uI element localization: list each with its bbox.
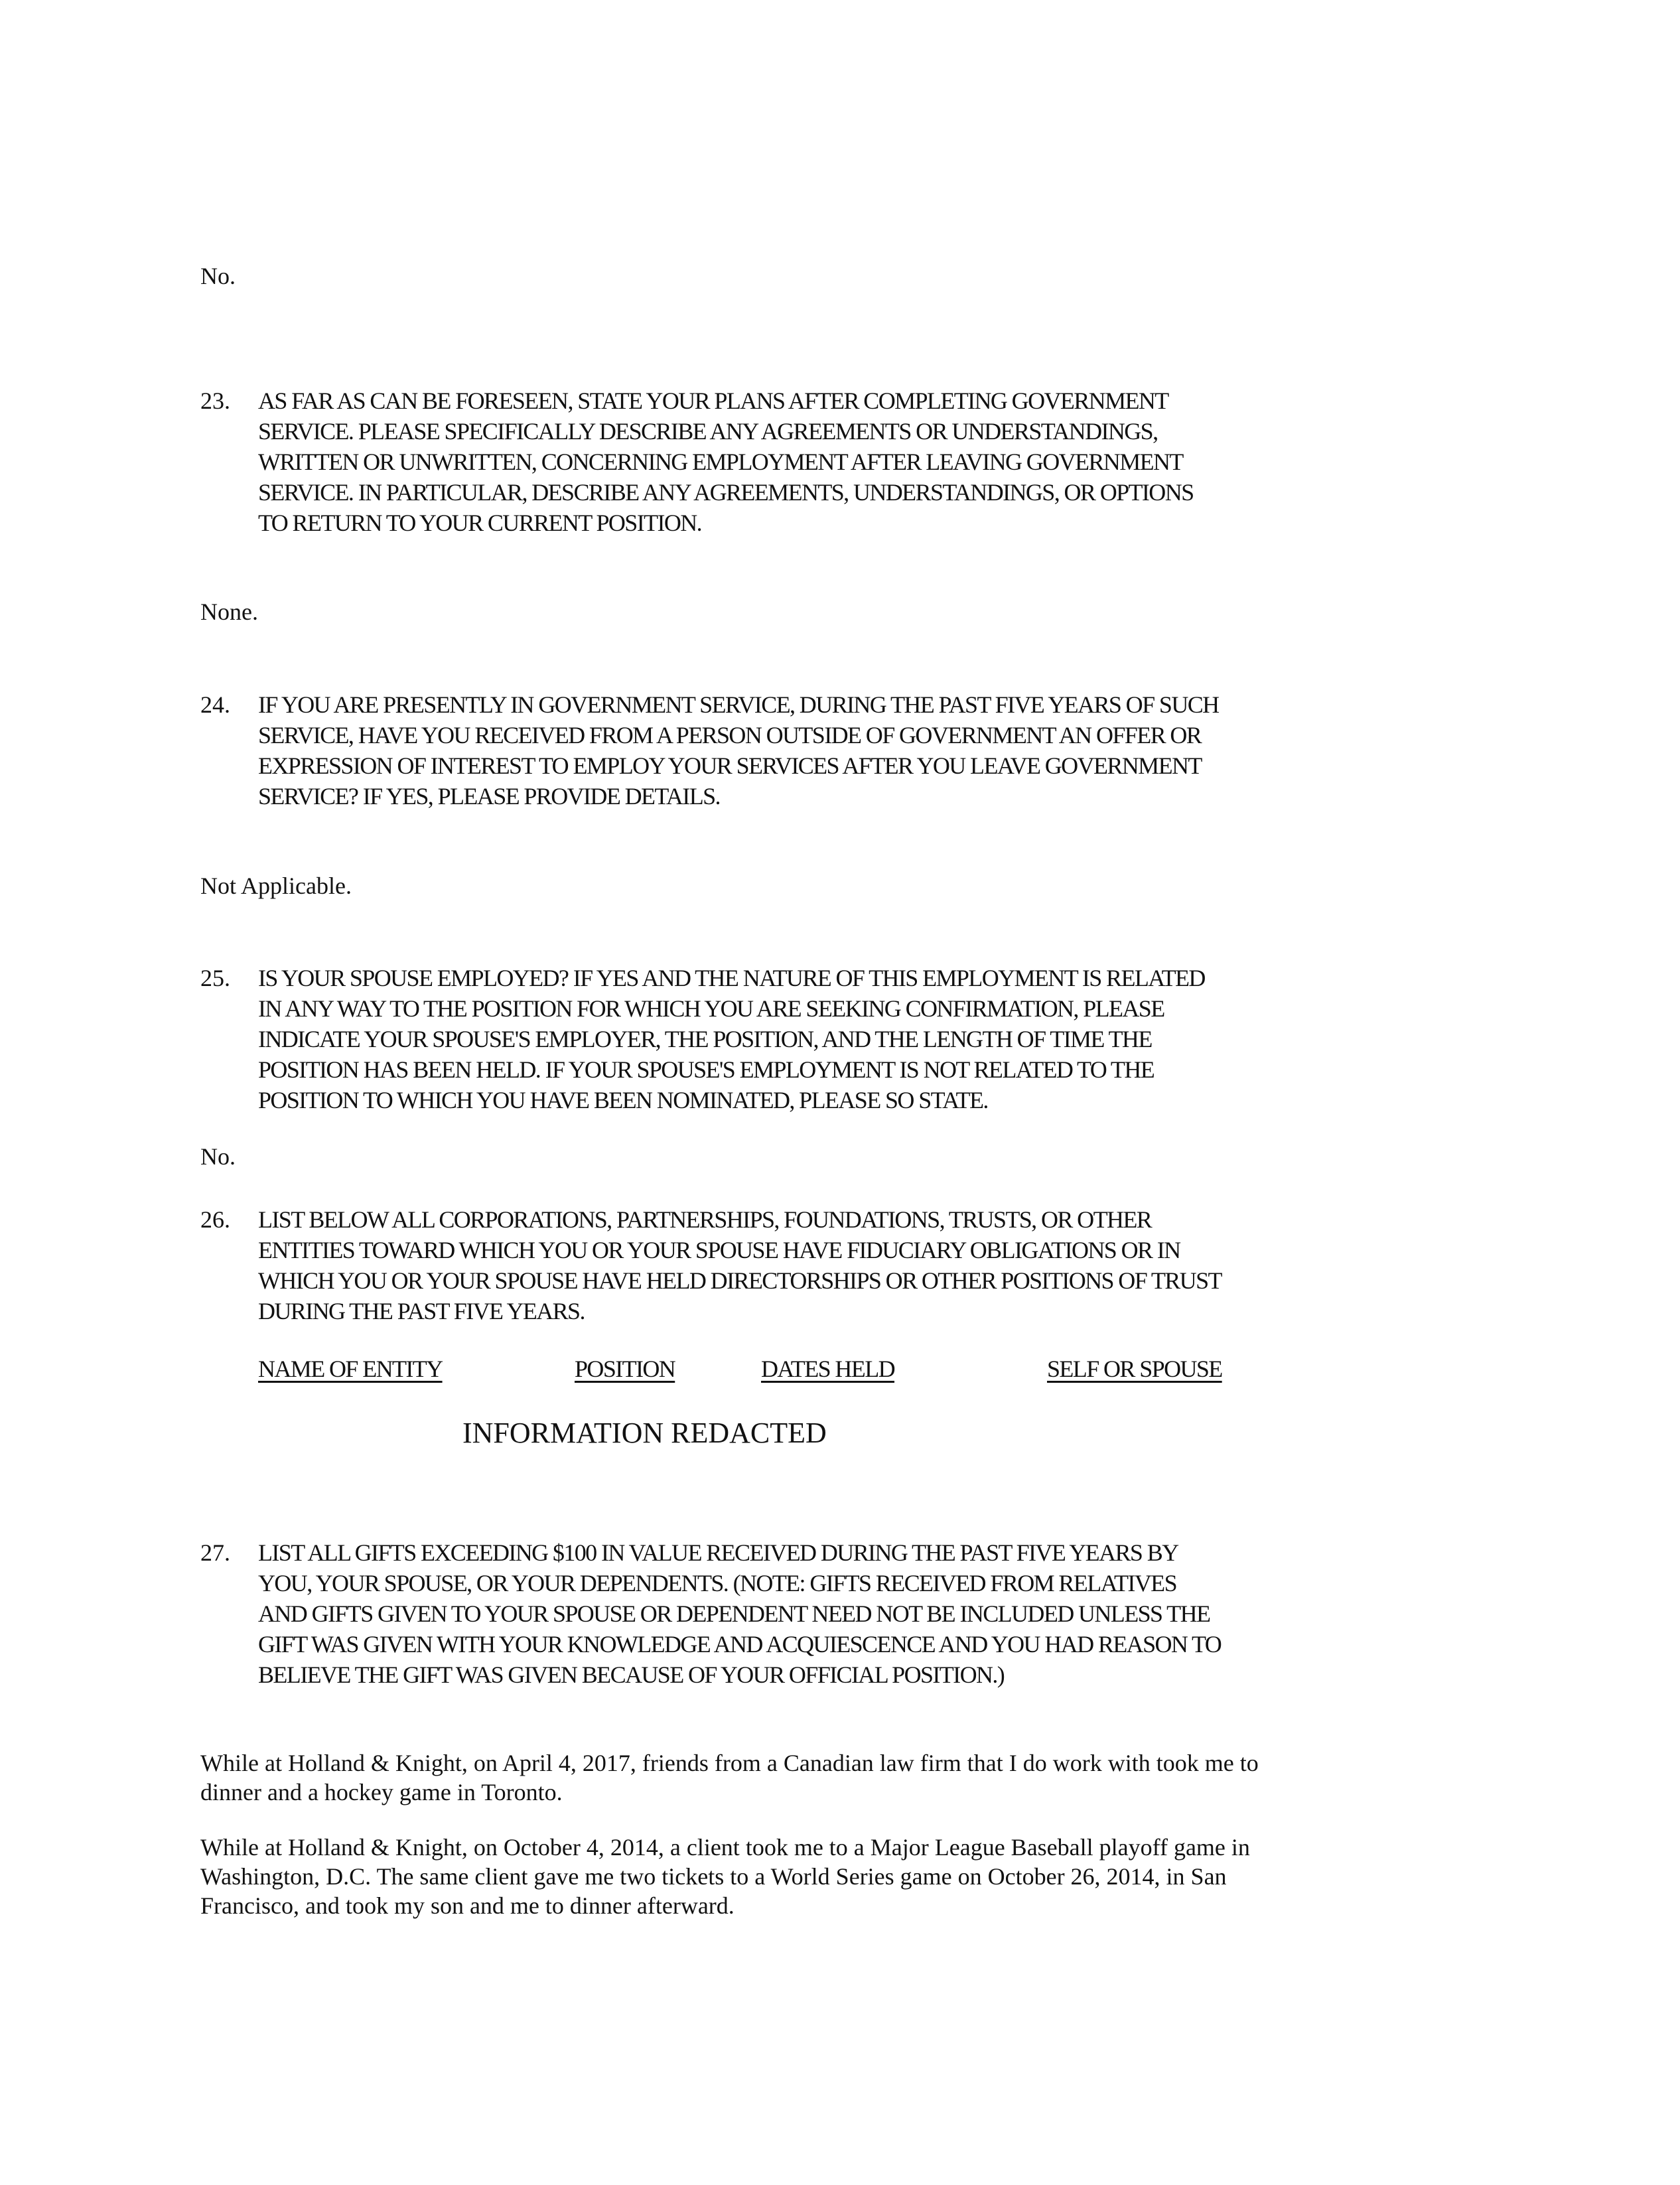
question-line: AND GIFTS GIVEN TO YOUR SPOUSE OR DEPENDENT NEED NOT BE INCLUDED UNLESS THE (258, 1600, 1210, 1627)
question-line: SERVICE. IN PARTICULAR, DESCRIBE ANY AGREEMENTS, UNDERSTANDINGS, OR OPTIONS (258, 479, 1194, 506)
question-line: LIST ALL GIFTS EXCEEDING $100 IN VALUE RECEIVED DURING THE PAST FIVE YEARS BY (258, 1539, 1178, 1566)
question-number: 23. (200, 388, 230, 414)
question-line: AS FAR AS CAN BE FORESEEN, STATE YOUR PLANS AFTER COMPLETING GOVERNMENT (258, 388, 1168, 414)
gift-line: While at Holland & Knight, on April 4, 2017, friends from a Canadian law firm that I do work with took me to (200, 1750, 1259, 1776)
answer-23: None. (200, 599, 258, 625)
gift-line: While at Holland & Knight, on October 4, 2014, a client took me to a Major League Baseball playoff game in (200, 1834, 1250, 1861)
column-header-position: POSITION (575, 1356, 675, 1382)
question-line: POSITION HAS BEEN HELD. IF YOUR SPOUSE'S EMPLOYMENT IS NOT RELATED TO THE (258, 1056, 1155, 1083)
gift-line: dinner and a hockey game in Toronto. (200, 1779, 563, 1805)
question-line: WRITTEN OR UNWRITTEN, CONCERNING EMPLOYMENT AFTER LEAVING GOVERNMENT (258, 449, 1183, 475)
question-line: ENTITIES TOWARD WHICH YOU OR YOUR SPOUSE HAVE FIDUCIARY OBLIGATIONS OR IN (258, 1237, 1180, 1263)
question-line: BELIEVE THE GIFT WAS GIVEN BECAUSE OF YOUR OFFICIAL POSITION.) (258, 1661, 1005, 1688)
question-line: SERVICE. PLEASE SPECIFICALLY DESCRIBE ANY AGREEMENTS OR UNDERSTANDINGS, (258, 418, 1158, 445)
column-header-self-or-spouse: SELF OR SPOUSE (1047, 1356, 1222, 1382)
question-line: POSITION TO WHICH YOU HAVE BEEN NOMINATED, PLEASE SO STATE. (258, 1087, 988, 1113)
question-line: EXPRESSION OF INTEREST TO EMPLOY YOUR SERVICES AFTER YOU LEAVE GOVERNMENT (258, 752, 1202, 779)
gift-line: Francisco, and took my son and me to dinner afterward. (200, 1892, 735, 1919)
question-line: TO RETURN TO YOUR CURRENT POSITION. (258, 510, 702, 536)
question-number: 25. (200, 965, 230, 991)
answer-22: No. (200, 263, 236, 289)
column-header-name-of-entity: NAME OF ENTITY (258, 1356, 443, 1382)
question-line: IF YOU ARE PRESENTLY IN GOVERNMENT SERVICE, DURING THE PAST FIVE YEARS OF SUCH (258, 691, 1219, 718)
question-line: INDICATE YOUR SPOUSE'S EMPLOYER, THE POSITION, AND THE LENGTH OF TIME THE (258, 1026, 1152, 1052)
question-number: 24. (200, 691, 230, 718)
question-line: SERVICE, HAVE YOU RECEIVED FROM A PERSON OUTSIDE OF GOVERNMENT AN OFFER OR (258, 722, 1202, 748)
gift-entry-1 (200, 1748, 1259, 1807)
question-line: YOU, YOUR SPOUSE, OR YOUR DEPENDENTS. (NOTE: GIFTS RECEIVED FROM RELATIVES (258, 1570, 1176, 1596)
question-line: GIFT WAS GIVEN WITH YOUR KNOWLEDGE AND ACQUIESCENCE AND YOU HAD REASON TO (258, 1631, 1222, 1657)
question-line: WHICH YOU OR YOUR SPOUSE HAVE HELD DIRECTORSHIPS OR OTHER POSITIONS OF TRUST (258, 1267, 1222, 1294)
question-line: LIST BELOW ALL CORPORATIONS, PARTNERSHIPS, FOUNDATIONS, TRUSTS, OR OTHER (258, 1206, 1152, 1233)
question-line: IN ANY WAY TO THE POSITION FOR WHICH YOU ARE SEEKING CONFIRMATION, PLEASE (258, 995, 1164, 1022)
question-number: 27. (200, 1539, 230, 1566)
gift-entry-2 (200, 1833, 1250, 1920)
question-line: DURING THE PAST FIVE YEARS. (258, 1298, 585, 1324)
answer-24: Not Applicable. (200, 873, 352, 899)
column-header-dates-held: DATES HELD (761, 1356, 894, 1382)
question-line: IS YOUR SPOUSE EMPLOYED? IF YES AND THE NATURE OF THIS EMPLOYMENT IS RELATED (258, 965, 1205, 991)
redaction-notice: INFORMATION REDACTED (462, 1417, 827, 1449)
question-line: SERVICE? IF YES, PLEASE PROVIDE DETAILS. (258, 783, 720, 810)
answer-25: No. (200, 1143, 236, 1170)
question-number: 26. (200, 1206, 230, 1233)
gift-line: Washington, D.C. The same client gave me two tickets to a World Series game on October 26, 2014, in San (200, 1863, 1227, 1890)
